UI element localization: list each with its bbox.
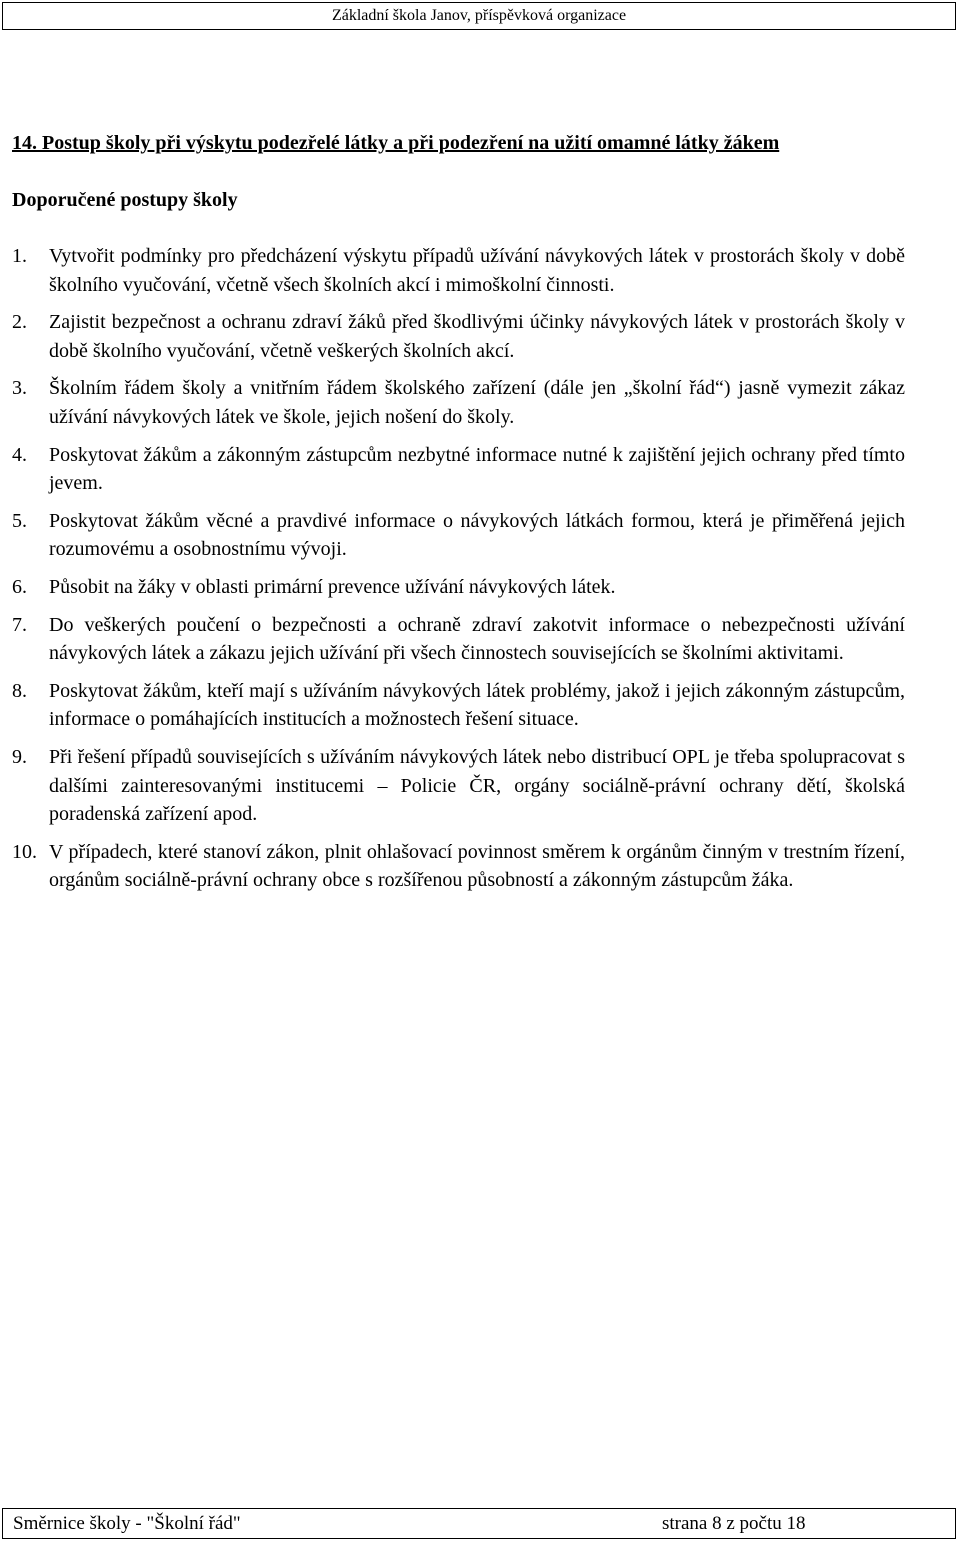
item-text: Poskytovat žákům, kteří mají s užíváním návykových látek problémy, jakož i jejich zákonným zástupcům, informace o pomáhajících institucích a možnostech řešení situace. (49, 679, 905, 731)
footer-document-name: Směrnice školy - "Školní řád" (13, 1513, 241, 1534)
list-item (12, 507, 905, 564)
list-item (12, 308, 905, 365)
item-number: 2. (12, 311, 27, 334)
procedure-list (12, 242, 905, 904)
item-text: Vytvořit podmínky pro předcházení výskytu případů užívání návykových látek v prostorách školy v době školního vyučování, včetně všech školních akcí i mimoškolní činnosti. (49, 245, 905, 296)
list-item (12, 573, 905, 602)
item-number: 5. (12, 509, 27, 532)
item-number: 9. (12, 745, 27, 768)
page-footer (2, 1508, 956, 1539)
item-number: 6. (12, 575, 27, 598)
item-text: Školním řádem školy a vnitřním řádem školského zařízení (dále jen „školní řád“) jasně vymezit zákaz užívání návykových látek ve škole, jejich nošení do školy. (49, 377, 905, 428)
page-header (2, 2, 956, 30)
item-text: Působit na žáky v oblasti primární prevence užívání návykových látek. (49, 575, 616, 598)
section-title: 14. Postup školy při výskytu podezřelé látky a při podezření na užití omamné látky žákem (12, 132, 780, 154)
list-item (12, 611, 905, 668)
list-item (12, 838, 905, 895)
item-text: V případech, které stanoví zákon, plnit ohlašovací povinnost směrem k orgánům činným v trestním řízení, orgánům sociálně-právní ochrany obce s rozšířenou působností a zákonným zástupcům žáka. (49, 840, 905, 892)
list-item (12, 743, 905, 829)
item-number: 7. (12, 613, 27, 636)
item-number: 3. (12, 377, 27, 400)
footer-page-number: strana 8 z počtu 18 (662, 1513, 806, 1534)
item-text: Při řešení případů souvisejících s užíváním návykových látek nebo distribucí OPL je třeba spolupracovat s dalšími zainteresovanými institucemi – Policie ČR, orgány sociálně-právní ochrany dětí, školská poradenská zařízení apod. (49, 745, 905, 826)
item-number: 8. (12, 679, 27, 702)
section-subtitle: Doporučené postupy školy (12, 189, 238, 211)
item-text: Poskytovat žákům a zákonným zástupcům nezbytné informace nutné k zajištění jejich ochrany před tímto jevem. (49, 443, 905, 495)
item-text: Zajistit bezpečnost a ochranu zdraví žáků před škodlivými účinky návykových látek v prostorách školy v době školního vyučování, včetně veškerých školních akcí. (49, 311, 905, 362)
list-item (12, 374, 905, 431)
header-organization: Základní škola Janov, příspěvková organizace (331, 7, 627, 24)
list-item (12, 242, 905, 299)
item-text: Poskytovat žákům věcné a pravdivé informace o návykových látkách formou, která je přiměřená jejich rozumovému a osobnostnímu vývoji. (49, 509, 905, 561)
list-item (12, 441, 905, 498)
item-number: 4. (12, 443, 27, 466)
list-item (12, 677, 905, 734)
item-number: 10. (12, 840, 37, 863)
item-number: 1. (12, 245, 27, 267)
item-text: Do veškerých poučení o bezpečnosti a ochraně zdraví zakotvit informace o nebezpečnosti užívání návykových látek a zákazu jejich užívání při všech činnostech souvisejících se školními aktivitami. (49, 613, 905, 665)
